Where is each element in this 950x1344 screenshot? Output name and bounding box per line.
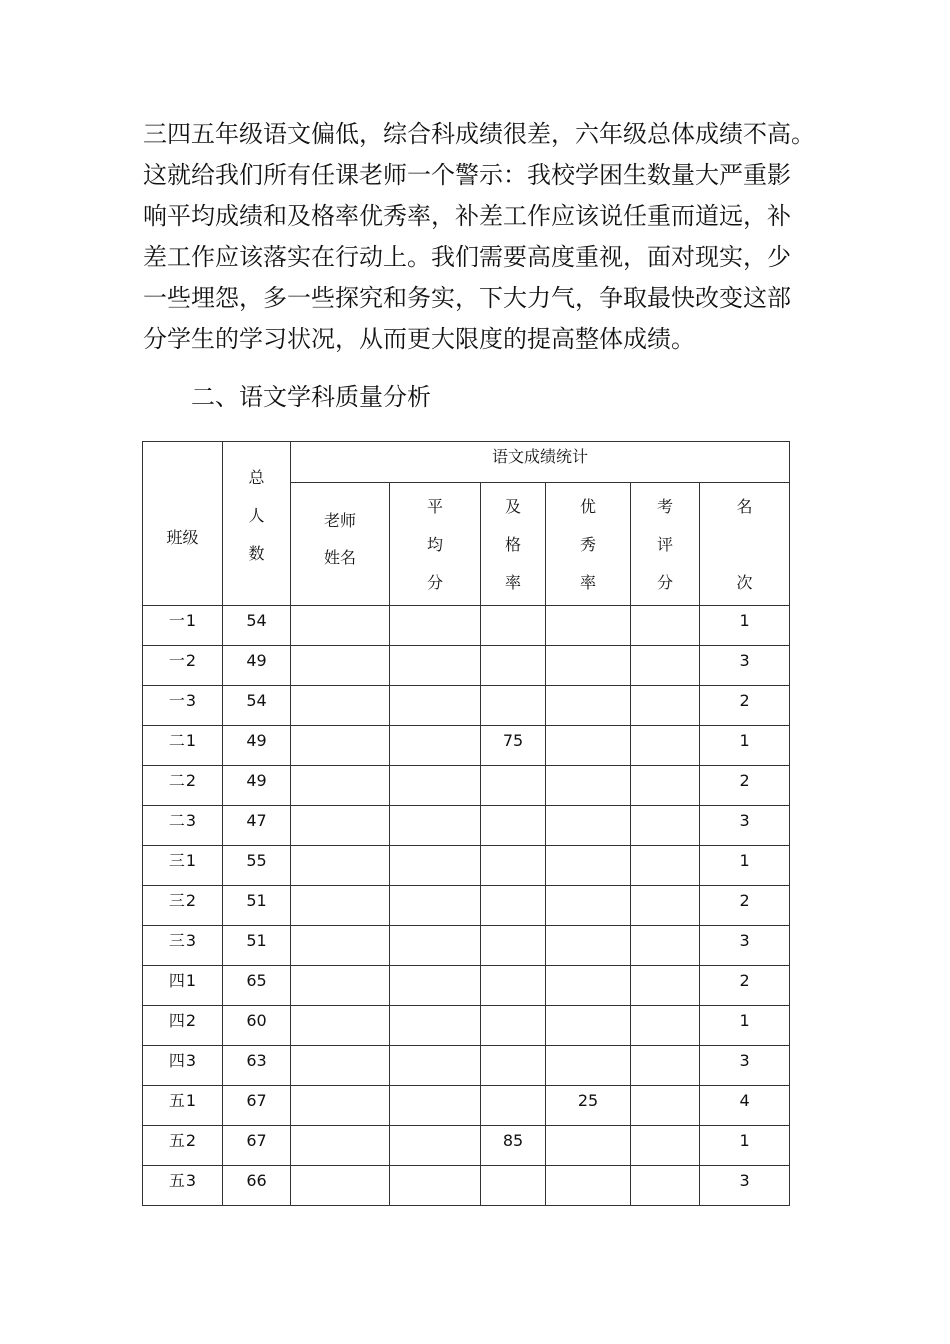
cell-total: 54 — [223, 606, 291, 646]
cell-grade: 二 — [168, 731, 185, 750]
cell-average — [390, 846, 481, 886]
cell-class — [143, 806, 223, 846]
cell-excellent-rate — [546, 726, 631, 766]
cell-average — [390, 1166, 481, 1206]
paragraph-line: 三四五年级语文偏低，综合科成绩很差，六年级总体成绩不高。 — [143, 120, 815, 148]
cell-total: 67 — [223, 1086, 291, 1126]
cell-grade: 三 — [168, 931, 185, 950]
cell-grade: 四 — [168, 971, 185, 990]
cell-grade: 一 — [168, 611, 185, 630]
cell-average — [390, 886, 481, 926]
cell-class — [143, 966, 223, 1006]
cell-average — [390, 1126, 481, 1166]
cell-excellent-rate — [546, 926, 631, 966]
cell-pass-rate — [481, 966, 546, 1006]
header-average-label: 平均分 — [426, 497, 443, 592]
cell-average — [390, 1086, 481, 1126]
cell-class — [143, 1126, 223, 1166]
header-rank-top: 名 — [736, 497, 753, 516]
table-row — [143, 686, 790, 726]
cell-total: 49 — [223, 726, 291, 766]
paragraph-line: 一些埋怨，多一些探究和务实，下大力气，争取最快改变这部 — [143, 284, 791, 312]
table-row — [143, 1086, 790, 1126]
cell-grade: 五 — [168, 1171, 185, 1190]
cell-excellent-rate: 25 — [546, 1086, 631, 1126]
cell-class-number: 3 — [185, 931, 197, 950]
cell-total: 63 — [223, 1046, 291, 1086]
cell-rank: 3 — [700, 1046, 790, 1086]
table-row — [143, 1006, 790, 1046]
cell-grade: 五 — [168, 1091, 185, 1110]
cell-average — [390, 966, 481, 1006]
cell-class — [143, 926, 223, 966]
cell-grade: 四 — [168, 1011, 185, 1030]
cell-grade: 一 — [168, 691, 185, 710]
cell-grade: 一 — [168, 651, 185, 670]
cell-class-number: 2 — [185, 1011, 197, 1030]
cell-class — [143, 1046, 223, 1086]
cell-teacher — [291, 686, 390, 726]
cell-teacher — [291, 926, 390, 966]
cell-rank: 2 — [700, 886, 790, 926]
cell-grade: 五 — [168, 1131, 185, 1150]
cell-excellent-rate — [546, 1046, 631, 1086]
cell-pass-rate: 85 — [481, 1126, 546, 1166]
header-pass-rate — [481, 483, 546, 606]
cell-evaluation — [631, 966, 700, 1006]
cell-teacher — [291, 1086, 390, 1126]
cell-teacher — [291, 1006, 390, 1046]
cell-total: 47 — [223, 806, 291, 846]
table-row — [143, 726, 790, 766]
cell-evaluation — [631, 886, 700, 926]
cell-average — [390, 766, 481, 806]
cell-rank: 2 — [700, 686, 790, 726]
cell-average — [390, 806, 481, 846]
table-group-header-row — [143, 442, 790, 483]
cell-average — [390, 646, 481, 686]
cell-rank: 1 — [700, 726, 790, 766]
header-class-label: 班级 — [166, 528, 199, 547]
cell-total: 60 — [223, 1006, 291, 1046]
cell-rank: 3 — [700, 806, 790, 846]
cell-class-number: 3 — [185, 691, 197, 710]
cell-rank: 3 — [700, 926, 790, 966]
cell-class — [143, 606, 223, 646]
cell-pass-rate — [481, 1046, 546, 1086]
cell-class-number: 2 — [185, 771, 197, 790]
cell-excellent-rate — [546, 806, 631, 846]
paragraph-line: 响平均成绩和及格率优秀率，补差工作应该说任重而道远，补 — [143, 202, 791, 230]
cell-total: 51 — [223, 926, 291, 966]
cell-excellent-rate — [546, 686, 631, 726]
table-row — [143, 1166, 790, 1206]
cell-evaluation — [631, 926, 700, 966]
cell-class-number: 1 — [185, 731, 197, 750]
cell-total: 49 — [223, 646, 291, 686]
cell-rank: 1 — [700, 1126, 790, 1166]
table-row — [143, 926, 790, 966]
cell-pass-rate: 75 — [481, 726, 546, 766]
cell-class-number: 2 — [185, 891, 197, 910]
header-rank-gap — [700, 526, 789, 564]
cell-rank: 4 — [700, 1086, 790, 1126]
cell-evaluation — [631, 806, 700, 846]
cell-average — [390, 686, 481, 726]
cell-grade: 三 — [168, 851, 185, 870]
cell-evaluation — [631, 1006, 700, 1046]
cell-class-number: 2 — [185, 651, 197, 670]
cell-class — [143, 846, 223, 886]
cell-total: 51 — [223, 886, 291, 926]
cell-pass-rate — [481, 1086, 546, 1126]
cell-grade: 三 — [168, 891, 185, 910]
table-row — [143, 966, 790, 1006]
cell-evaluation — [631, 1166, 700, 1206]
table-row — [143, 606, 790, 646]
cell-total: 66 — [223, 1166, 291, 1206]
table-row — [143, 886, 790, 926]
cell-pass-rate — [481, 926, 546, 966]
header-rank-bottom: 次 — [736, 573, 753, 592]
cell-evaluation — [631, 646, 700, 686]
cell-teacher — [291, 1166, 390, 1206]
cell-average — [390, 726, 481, 766]
header-teacher — [291, 483, 390, 606]
cell-rank: 2 — [700, 766, 790, 806]
cell-excellent-rate — [546, 1006, 631, 1046]
cell-class-number: 3 — [185, 1171, 197, 1190]
cell-pass-rate — [481, 846, 546, 886]
cell-grade: 二 — [168, 811, 185, 830]
cell-teacher — [291, 806, 390, 846]
cell-pass-rate — [481, 1166, 546, 1206]
cell-pass-rate — [481, 886, 546, 926]
cell-average — [390, 926, 481, 966]
header-teacher-label: 老师姓名 — [323, 511, 356, 567]
cell-excellent-rate — [546, 886, 631, 926]
cell-evaluation — [631, 686, 700, 726]
cell-total: 65 — [223, 966, 291, 1006]
cell-teacher — [291, 846, 390, 886]
header-excellent-rate-label: 优秀率 — [579, 497, 596, 592]
header-average — [390, 483, 481, 606]
cell-class — [143, 1166, 223, 1206]
cell-pass-rate — [481, 686, 546, 726]
header-class — [143, 442, 223, 606]
cell-class — [143, 726, 223, 766]
cell-evaluation — [631, 606, 700, 646]
cell-total: 49 — [223, 766, 291, 806]
header-evaluation — [631, 483, 700, 606]
cell-class — [143, 646, 223, 686]
cell-rank: 1 — [700, 846, 790, 886]
cell-evaluation — [631, 1046, 700, 1086]
table-row — [143, 806, 790, 846]
cell-teacher — [291, 766, 390, 806]
header-total-label: 总人数 — [248, 468, 265, 563]
cell-total: 67 — [223, 1126, 291, 1166]
cell-rank: 2 — [700, 966, 790, 1006]
cell-total: 54 — [223, 686, 291, 726]
cell-class — [143, 886, 223, 926]
table-row — [143, 1126, 790, 1166]
cell-class-number: 1 — [185, 611, 197, 630]
header-evaluation-label: 考评分 — [656, 497, 673, 592]
cell-excellent-rate — [546, 1126, 631, 1166]
cell-excellent-rate — [546, 606, 631, 646]
header-group — [291, 442, 790, 483]
cell-class-number: 1 — [185, 1091, 197, 1110]
cell-excellent-rate — [546, 846, 631, 886]
cell-teacher — [291, 1126, 390, 1166]
paragraph-line: 这就给我们所有任课老师一个警示：我校学困生数量大严重影 — [143, 161, 791, 189]
cell-class-number: 1 — [185, 971, 197, 990]
cell-grade: 二 — [168, 771, 185, 790]
cell-teacher — [291, 966, 390, 1006]
paragraph-line: 差工作应该落实在行动上。我们需要高度重视，面对现实，少 — [143, 243, 791, 271]
chinese-score-table — [142, 441, 790, 1206]
cell-rank: 1 — [700, 606, 790, 646]
cell-rank: 1 — [700, 1006, 790, 1046]
cell-evaluation — [631, 726, 700, 766]
cell-class-number: 3 — [185, 811, 197, 830]
cell-teacher — [291, 726, 390, 766]
table-row — [143, 1046, 790, 1086]
cell-class-number: 1 — [185, 851, 197, 870]
header-excellent-rate — [546, 483, 631, 606]
header-rank — [700, 483, 790, 606]
cell-pass-rate — [481, 606, 546, 646]
cell-teacher — [291, 606, 390, 646]
cell-class — [143, 1006, 223, 1046]
cell-evaluation — [631, 1086, 700, 1126]
paragraph-line: 分学生的学习状况，从而更大限度的提高整体成绩。 — [143, 325, 695, 353]
cell-average — [390, 606, 481, 646]
cell-excellent-rate — [546, 646, 631, 686]
cell-evaluation — [631, 766, 700, 806]
cell-teacher — [291, 646, 390, 686]
header-total — [223, 442, 291, 606]
table-row — [143, 766, 790, 806]
cell-pass-rate — [481, 646, 546, 686]
cell-excellent-rate — [546, 966, 631, 1006]
cell-rank: 3 — [700, 646, 790, 686]
cell-class — [143, 766, 223, 806]
cell-teacher — [291, 1046, 390, 1086]
cell-average — [390, 1046, 481, 1086]
body-paragraph — [143, 114, 843, 360]
header-pass-rate-label: 及格率 — [504, 497, 521, 592]
cell-average — [390, 1006, 481, 1046]
cell-class-number: 3 — [185, 1051, 197, 1070]
section-heading: 二、语文学科质量分析 — [191, 383, 431, 411]
cell-teacher — [291, 886, 390, 926]
table-row — [143, 846, 790, 886]
cell-excellent-rate — [546, 766, 631, 806]
cell-class — [143, 1086, 223, 1126]
cell-pass-rate — [481, 1006, 546, 1046]
cell-evaluation — [631, 846, 700, 886]
cell-total: 55 — [223, 846, 291, 886]
cell-evaluation — [631, 1126, 700, 1166]
cell-grade: 四 — [168, 1051, 185, 1070]
table-row — [143, 646, 790, 686]
cell-pass-rate — [481, 766, 546, 806]
cell-class-number: 2 — [185, 1131, 197, 1150]
header-group-label: 语文成绩统计 — [492, 447, 589, 466]
cell-rank: 3 — [700, 1166, 790, 1206]
cell-pass-rate — [481, 806, 546, 846]
cell-excellent-rate — [546, 1166, 631, 1206]
cell-class — [143, 686, 223, 726]
